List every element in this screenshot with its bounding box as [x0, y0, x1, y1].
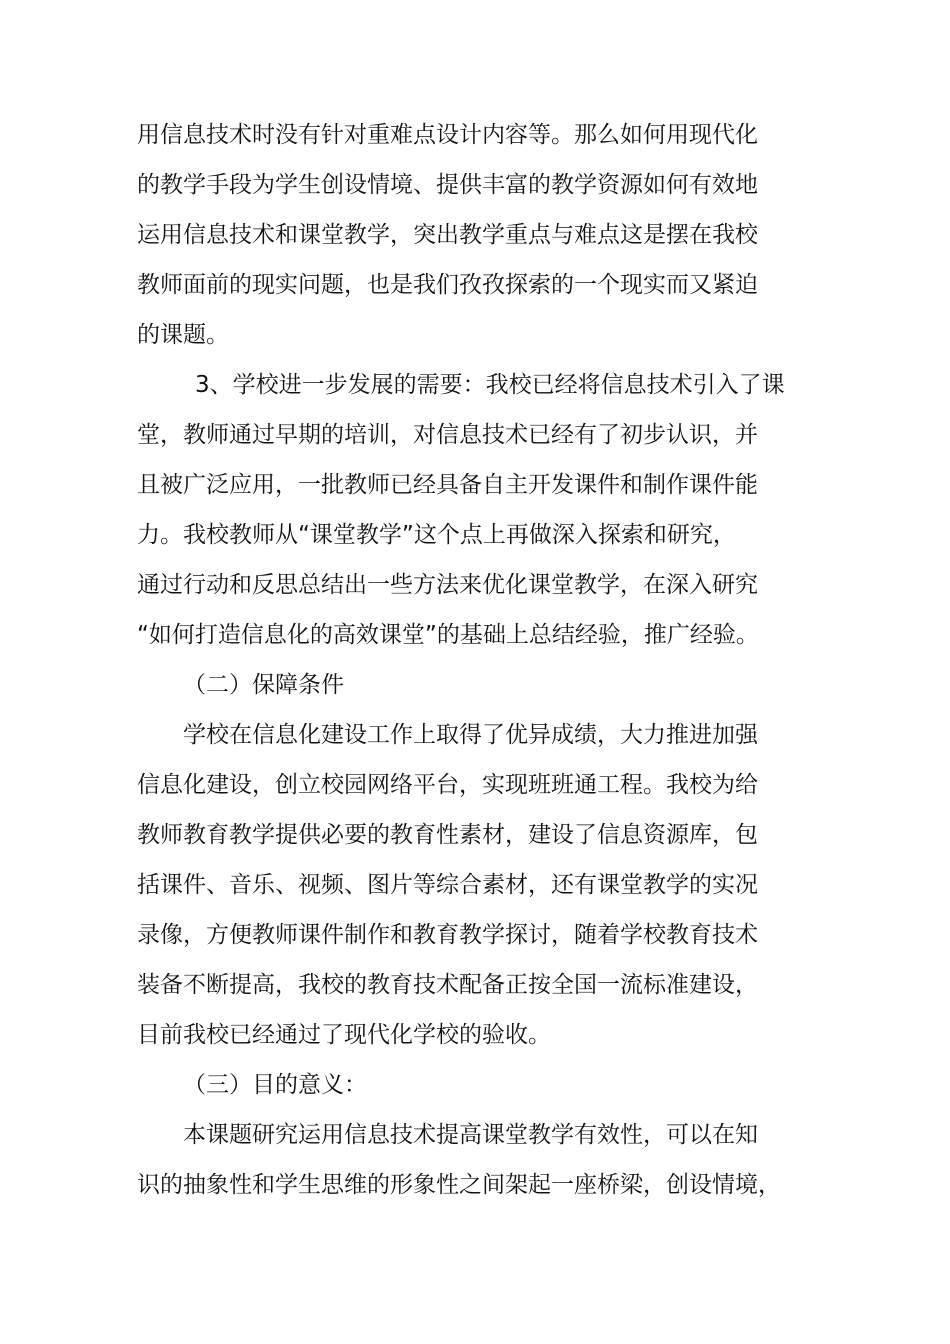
text-line: 运用信息技术和课堂教学，突出教学重点与难点这是摆在我校 [137, 222, 758, 248]
text-line: 用信息技术时没有针对重难点设计内容等。那么如何用现代化 [137, 122, 758, 148]
text-line: 录像，方便教师课件制作和教育教学探讨，随着学校教育技术 [137, 922, 758, 948]
text-line: 力。我校教师从“课堂教学”这个点上再做深入探索和研究， [137, 522, 736, 548]
text-line: 教师教育教学提供必要的教育性素材，建设了信息资源库，包 [137, 822, 758, 848]
text-line: 堂，教师通过早期的培训，对信息技术已经有了初步认识，并 [137, 422, 758, 448]
document-body [137, 110, 827, 1210]
text-line: 括课件、音乐、视频、图片等综合素材，还有课堂教学的实况 [137, 872, 758, 898]
text-line: 装备不断提高，我校的教育技术配备正按全国一流标准建设， [137, 972, 758, 998]
text-line: 且被广泛应用，一批教师已经具备自主开发课件和制作课件能 [137, 472, 758, 498]
paragraph-first-line: 3、学校进一步发展的需要：我校已经将信息技术引入了课 [195, 372, 785, 398]
section-heading: （三）目的意义： [183, 1072, 367, 1098]
text-line: 信息化建设，创立校园网络平台，实现班班通工程。我校为给 [137, 772, 758, 798]
text-line: 教师面前的现实问题，也是我们孜孜探索的一个现实而又紧迫 [137, 272, 758, 298]
paragraph-first-line: 学校在信息化建设工作上取得了优异成绩，大力推进加强 [183, 722, 758, 748]
text-line: 的教学手段为学生创设情境、提供丰富的教学资源如何有效地 [137, 172, 758, 198]
text-line: “如何打造信息化的高效课堂”的基础上总结经验，推广经验。 [137, 622, 759, 648]
text-line: 识的抽象性和学生思维的形象性之间架起一座桥梁，创设情境， [137, 1172, 781, 1198]
text-line: 目前我校已经通过了现代化学校的验收。 [137, 1022, 551, 1048]
text-line: 的课题。 [137, 322, 229, 348]
section-heading: （二）保障条件 [183, 672, 344, 698]
text-line: 通过行动和反思总结出一些方法来优化课堂教学，在深入研究 [137, 572, 758, 598]
paragraph-first-line: 本课题研究运用信息技术提高课堂教学有效性，可以在知 [183, 1122, 758, 1148]
